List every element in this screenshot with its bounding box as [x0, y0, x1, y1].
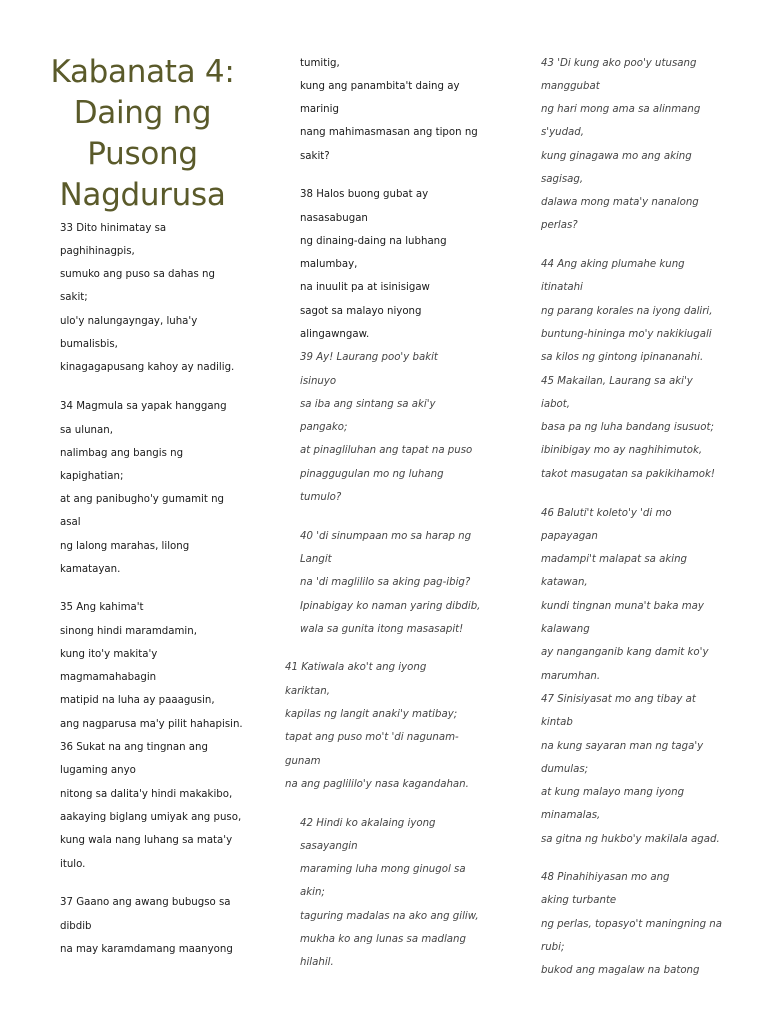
verse-line: maraming luha mong ginugol sa [300, 864, 466, 875]
verse-line: magmamahabagin [60, 672, 157, 683]
verse-line: ng hari mong ama sa alinmang [541, 104, 701, 115]
verse-line: ng perlas, topasyo't maningning na [541, 919, 723, 930]
title-line: Daing ng [73, 95, 212, 131]
verse-line: itulo. [60, 859, 86, 870]
verse-line: dibdib [60, 921, 92, 932]
verse-line: sa ulunan, [60, 425, 113, 436]
verse-line: ang nagparusa ma'y pilit hahapisin. [60, 719, 243, 730]
verse-line: basa pa ng luha bandang isusuot; [541, 422, 714, 433]
verse-line: bukod ang magalaw na batong [541, 965, 700, 976]
verse-line: gunam [285, 756, 321, 767]
verse-line: kapilas ng langit anaki'y matibay; [285, 709, 458, 720]
verse-line: kalawang [541, 624, 590, 635]
verse-line: 37 Gaano ang awang bubugso sa [60, 897, 231, 908]
verse-line: 43 'Di kung ako poo'y utusang [541, 58, 697, 69]
verse-line: manggubat [541, 81, 600, 92]
verse-line: matipid na luha ay paaagusin, [60, 695, 215, 706]
verse-line: iabot, [541, 399, 571, 410]
verse-line: alingawngaw. [300, 329, 370, 340]
verse-line: kung wala nang luhang sa mata'y [60, 835, 233, 846]
verse-line: minamalas, [541, 810, 601, 821]
verse-line: 39 Ay! Laurang poo'y bakit [300, 352, 438, 363]
verse-line: hilahil. [300, 957, 334, 968]
verse-line: madampi't malapat sa aking [541, 554, 687, 565]
verse-line: malumbay, [300, 259, 358, 270]
verse-line: rubi; [541, 942, 565, 953]
verse-line: 36 Sukat na ang tingnan ang [60, 742, 208, 753]
verse-line: kapighatian; [60, 471, 124, 482]
verse-line: at pinagliluhan ang tapat na puso [300, 445, 473, 456]
title-line: Pusong [87, 136, 198, 172]
verse-line: at kung malayo mang iyong [541, 787, 685, 798]
verse-line: sasayangin [300, 841, 358, 852]
verse-line: Ipinabigay ko naman yaring dibdib, [300, 601, 481, 612]
verse-line: 40 'di sinumpaan mo sa harap ng [300, 531, 472, 542]
verse-line: kinagagapusang kahoy ay nadilig. [60, 362, 235, 373]
verse-line: pinaggugulan mo ng luhang [300, 469, 444, 480]
verse-line: Langit [300, 554, 332, 565]
verse-line: sagisag, [541, 174, 584, 185]
verse-line: ay nanganganib kang damit ko'y [541, 647, 709, 658]
verse-line: ng lalong marahas, lilong [60, 541, 190, 552]
verse-line: na kung sayaran man ng taga'y [541, 741, 704, 752]
verse-line: 47 Sinisiyasat mo ang tibay at [541, 694, 696, 705]
verse-line: perlas? [541, 220, 578, 231]
verse-line: marinig [300, 104, 339, 115]
verse-line: na inuulit pa at isinisigaw [300, 282, 430, 293]
verse-line: kundi tingnan muna't baka may [541, 601, 704, 612]
verse-line: kung ito'y makita'y [60, 649, 158, 660]
verse-line: 33 Dito hinimatay sa [60, 223, 167, 234]
verse-line: na 'di maglililo sa aking pag-ibig? [300, 577, 471, 588]
verse-line: 46 Baluti't koleto'y 'di mo [541, 508, 672, 519]
title-line: Kabanata 4: [50, 54, 235, 90]
verse-line: aking turbante [541, 895, 617, 906]
verse-line: mukha ko ang lunas sa madlang [300, 934, 466, 945]
verse-line: nasasabugan [300, 213, 368, 224]
verse-line: kintab [541, 717, 573, 728]
verse-line: 42 Hindi ko akalaing iyong [300, 818, 436, 829]
verse-line: tumitig, [300, 58, 340, 69]
verse-line: ng dinaing-daing na lubhang [300, 236, 447, 247]
verse-line: sa iba ang sintang sa aki'y [300, 399, 436, 410]
verse-line: bumalisbis, [60, 339, 118, 350]
verse-line: dumulas; [541, 764, 589, 775]
verse-line: sinong hindi maramdamin, [60, 626, 197, 637]
verse-line: 44 Ang aking plumahe kung [541, 259, 685, 270]
verse-line: sagot sa malayo niyong [300, 306, 422, 317]
verse-line: ng parang korales na iyong daliri, [541, 306, 713, 317]
verse-line: sa gitna ng hukbo'y makilala agad. [541, 834, 720, 845]
verse-line: nitong sa dalita'y hindi makakibo, [60, 789, 233, 800]
verse-line: at ang panibugho'y gumamit ng [60, 494, 225, 505]
verse-line: nalimbag ang bangis ng [60, 448, 184, 459]
verse-line: marumhan. [541, 671, 601, 682]
verse-line: asal [60, 517, 81, 528]
verse-line: 35 Ang kahima't [60, 602, 144, 613]
verse-line: sakit? [300, 151, 330, 162]
verse-line: taguring madalas na ako ang giliw, [300, 911, 479, 922]
page-title [40, 52, 245, 216]
verse-line: ulo'y nalungayngay, luha'y [60, 316, 198, 327]
verse-line: tumulo? [300, 492, 342, 503]
verse-line: 45 Makailan, Laurang sa aki'y [541, 376, 693, 387]
verse-line: itinatahi [541, 282, 583, 293]
verse-line: ibinibigay mo ay naghihimutok, [541, 445, 703, 456]
verse-line: nang mahimasmasan ang tipon ng [300, 127, 478, 138]
verse-line: buntung-hininga mo'y nakikiugali [541, 329, 712, 340]
verse-line: kariktan, [285, 686, 330, 697]
verse-line: sumuko ang puso sa dahas ng [60, 269, 215, 280]
title-line: Nagdurusa [59, 177, 226, 213]
verse-line: isinuyo [300, 376, 337, 387]
verse-line: papayagan [541, 531, 598, 542]
verse-line: sakit; [60, 292, 88, 303]
verse-line: akin; [300, 887, 325, 898]
verse-line: dalawa mong mata'y nanalong [541, 197, 699, 208]
verse-line: na ang paglililo'y nasa kagandahan. [285, 779, 469, 790]
verse-line: s'yudad, [541, 127, 585, 138]
verse-line: kamatayan. [60, 564, 121, 575]
verse-line: paghihinagpis, [60, 246, 135, 257]
verse-line: tapat ang puso mo't 'di nagunam- [285, 732, 459, 743]
verse-line: aakaying biglang umiyak ang puso, [60, 812, 242, 823]
verse-line: sa kilos ng gintong ipinananahi. [541, 352, 704, 363]
verse-line: lugaming anyo [60, 765, 136, 776]
verse-line: 41 Katiwala ako't ang iyong [285, 662, 427, 673]
verse-line: kung ang panambita't daing ay [300, 81, 460, 92]
verse-line: takot masugatan sa pakikihamok! [541, 469, 715, 480]
verse-line: 38 Halos buong gubat ay [300, 189, 429, 200]
verse-line: 48 Pinahihiyasan mo ang [541, 872, 670, 883]
verse-line: 34 Magmula sa yapak hanggang [60, 401, 227, 412]
verse-line: pangako; [300, 422, 348, 433]
verse-line: wala sa gunita itong masasapit! [300, 624, 464, 635]
verse-line: kung ginagawa mo ang aking [541, 151, 692, 162]
verse-line: katawan, [541, 577, 588, 588]
verse-line: na may karamdamang maanyong [60, 944, 233, 955]
